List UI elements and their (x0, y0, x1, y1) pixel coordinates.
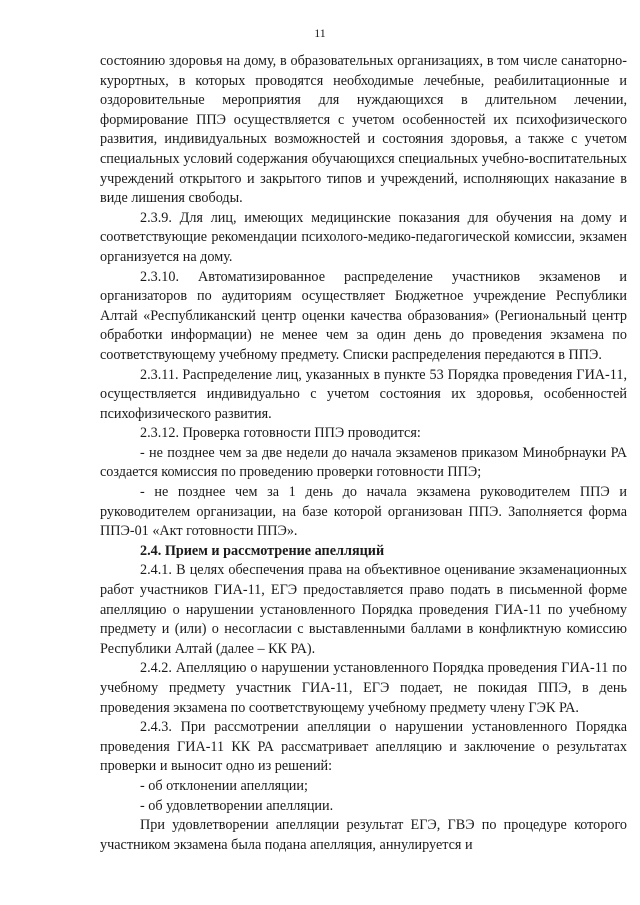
paragraph-appeal-result: При удовлетворении апелляции результат ЕГЭ, ГВЭ по процедуре которого участником экзамена была подана апелляция, аннулируется и (100, 817, 627, 853)
paragraph-2-3-10: 2.3.10. Автоматизированное распределение участников экзаменов и организаторов по аудиториям осуществляет Бюджетное учреждение Республики Алтай «Республиканский центр оценки качества образования» (Региональный центр обработки информации) не менее чем за один день до проведения экзамена по соответствующему учебному предмету. Списки распределения передаются в ППЭ. (100, 268, 627, 363)
paragraph-2-4-3: 2.4.3. При рассмотрении апелляции о нарушении установленного Порядка проведения ГИА-11 КК РА рассматривает апелляцию и заключение о результатах проверки и выносит одно из решений: (100, 719, 627, 775)
list-item-commission: - не позднее чем за две недели до начала экзаменов приказом Минобрнауки РА создается комиссия по проведению проверки готовности ППЭ; (100, 444, 627, 481)
section-heading-2-4: 2.4. Прием и рассмотрение апелляций (140, 542, 385, 559)
document-body (100, 52, 627, 855)
paragraph-2-4-2: 2.4.2. Апелляцию о нарушении установленного Порядка проведения ГИА-11 по учебному предмету участник ГИА-11, ЕГЭ подает, не покидая ППЭ, в день проведения экзамена по соответствующему учебному предмету члену ГЭК РА. (100, 660, 627, 716)
list-item-satisfaction: - об удовлетворении апелляции. (140, 797, 334, 814)
paragraph-2-4-1: 2.4.1. В целях обеспечения права на объективное оценивание экзаменационных работ участников ГИА-11, ЕГЭ предоставляется право подать в письменной форме апелляцию о нарушении установленного Порядка проведения ГИА-11 по учебному предмету и (или) о несогласии с выставленными баллами в конфликтную комиссию Республики Алтай (далее – КК РА). (100, 562, 627, 657)
paragraph-health-conditions: состоянию здоровья на дому, в образовательных организациях, в том числе санаторно-курортных, в которых проводятся необходимые лечебные, реабилитационные и оздоровительные мероприятия для нуждающихся в длительном лечении, формирование ППЭ осуществляется с учетом особенностей их психофизического развития, индивидуальных возможностей и состояния здоровья, а также с учетом специальных условий содержания обучающихся специальных учебно-воспитательных учреждений открытого и закрытого типов и учреждений, исполняющих наказание в виде лишения свободы. (100, 53, 627, 207)
list-item-readiness-act: - не позднее чем за 1 день до начала экзамена руководителем ППЭ и руководителем организации, на базе которой организован ППЭ. Заполняется форма ППЭ-01 «Акт готовности ППЭ». (100, 484, 627, 540)
page-number: 11 (314, 26, 326, 40)
paragraph-2-3-11: 2.3.11. Распределение лиц, указанных в пункте 53 Порядка проведения ГИА-11, осуществляется индивидуально с учетом состояния их здоровья, особенностей психофизического развития. (100, 366, 627, 422)
paragraph-2-3-9: 2.3.9. Для лиц, имеющих медицинские показания для обучения на дому и соответствующие рекомендации психолого-медико-педагогической комиссии, экзамен организуется на дому. (100, 209, 627, 265)
list-item-rejection: - об отклонении апелляции; (140, 777, 308, 794)
paragraph-2-3-12: 2.3.12. Проверка готовности ППЭ проводится: (140, 425, 421, 442)
